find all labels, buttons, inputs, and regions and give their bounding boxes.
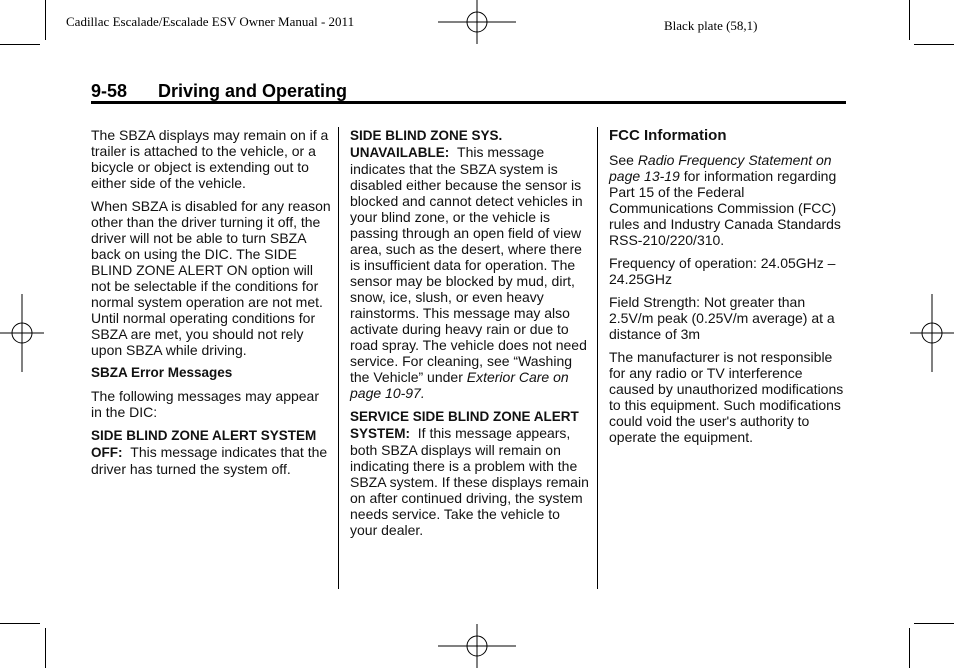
crop-mark: [45, 628, 46, 668]
fcc-heading: FCC Information: [609, 127, 727, 144]
paragraph: When SBZA is disabled for any reason other than the driver turning it off, the driver will not be able to turn SBZA back on using the DIC. The SIDE BLIND ZONE ALERT ON option will not be selectable if the conditions for normal system operation are not met. Until normal operating conditions for SBZA are met, you should not rely upon SBZA while driving.: [91, 198, 331, 358]
crop-mark: [0, 44, 40, 45]
message-text: If this message appears, both SBZA displays will remain on indicating there is a problem with the SBZA system. If these displays remain on after continued driving, the system needs service. Take the vehicle to your dealer.: [350, 425, 589, 538]
message-entry: [350, 127, 590, 401]
section-title: Driving and Operating: [158, 81, 348, 101]
crop-mark: [914, 623, 954, 624]
message-label: SIDE BLIND ZONE ALERT SYSTEM OFF:: [91, 428, 317, 460]
message-label: SERVICE SIDE BLIND ZONE ALERT SYSTEM:: [350, 409, 579, 441]
disclaimer-text: The manufacturer is not responsible for any radio or TV interference caused by unauthorized modifications to this equipment. Such modifications could void the user's authority to operate the equipment.: [609, 349, 844, 445]
message-entry: [350, 408, 590, 538]
column-divider: [338, 127, 339, 589]
message-label: SIDE BLIND ZONE SYS. UNAVAILABLE:: [350, 128, 503, 160]
crop-mark: [914, 44, 954, 45]
crop-mark: [45, 0, 46, 40]
column-1: [91, 127, 331, 484]
crop-mark: [0, 623, 40, 624]
crop-mark: [909, 628, 910, 668]
paragraph: The following messages may appear in the DIC:: [91, 388, 320, 420]
frequency-text: Frequency of operation: 24.05GHz – 24.25GHz: [609, 255, 836, 287]
column-divider: [597, 127, 598, 589]
paragraph: The SBZA displays may remain on if a trailer is attached to the vehicle, or a bicycle or object is extending out to either side of the vehicle.: [91, 127, 329, 191]
registration-crosshair-icon: [438, 0, 516, 44]
crop-mark: [909, 0, 910, 40]
message-entry: [91, 427, 331, 477]
registration-crosshair-icon: [0, 294, 44, 372]
column-3: [609, 127, 849, 452]
section-heading: [91, 81, 347, 102]
manual-title: Cadillac Escalade/Escalade ESV Owner Manual - 2011: [66, 14, 355, 29]
plate-label: Black plate (58,1): [664, 18, 758, 33]
page-number: 9-58: [91, 81, 128, 101]
subheading: SBZA Error Messages: [91, 365, 233, 380]
cross-reference-link[interactable]: Exterior Care on page 10-97.: [350, 369, 569, 401]
text-span: for information regarding Part 15 of the Federal Communications Commission (FCC) rules and Industry Canada Standards RSS-210/220/310.: [609, 168, 841, 248]
cross-reference-link[interactable]: Radio Frequency Statement on page 13-19: [609, 152, 832, 184]
registration-crosshair-icon: [910, 294, 954, 372]
message-text: This message indicates that the SBZA system is disabled either because the sensor is blocked and cannot detect vehicles in your blind zone, or the vehicle is passing through an open field of view area, such as the desert, where there is insufficient data for operation. The sensor may be blocked by mud, dirt, snow, ice, slush, or even heavy rainstorms. This message may also activate during heavy rain or due to road spray. The vehicle does not need service. For cleaning, see “Washing the Vehicle” under: [350, 144, 587, 385]
heading-rule: [91, 101, 846, 104]
registration-crosshair-icon: [438, 624, 516, 668]
text-span: See: [609, 152, 634, 168]
paragraph: [609, 152, 849, 248]
field-strength-text: Field Strength: Not greater than 2.5V/m peak (0.25V/m average) at a distance of 3m: [609, 294, 835, 342]
column-2: [350, 127, 590, 545]
message-text: This message indicates that the driver has turned the system off.: [91, 444, 328, 477]
